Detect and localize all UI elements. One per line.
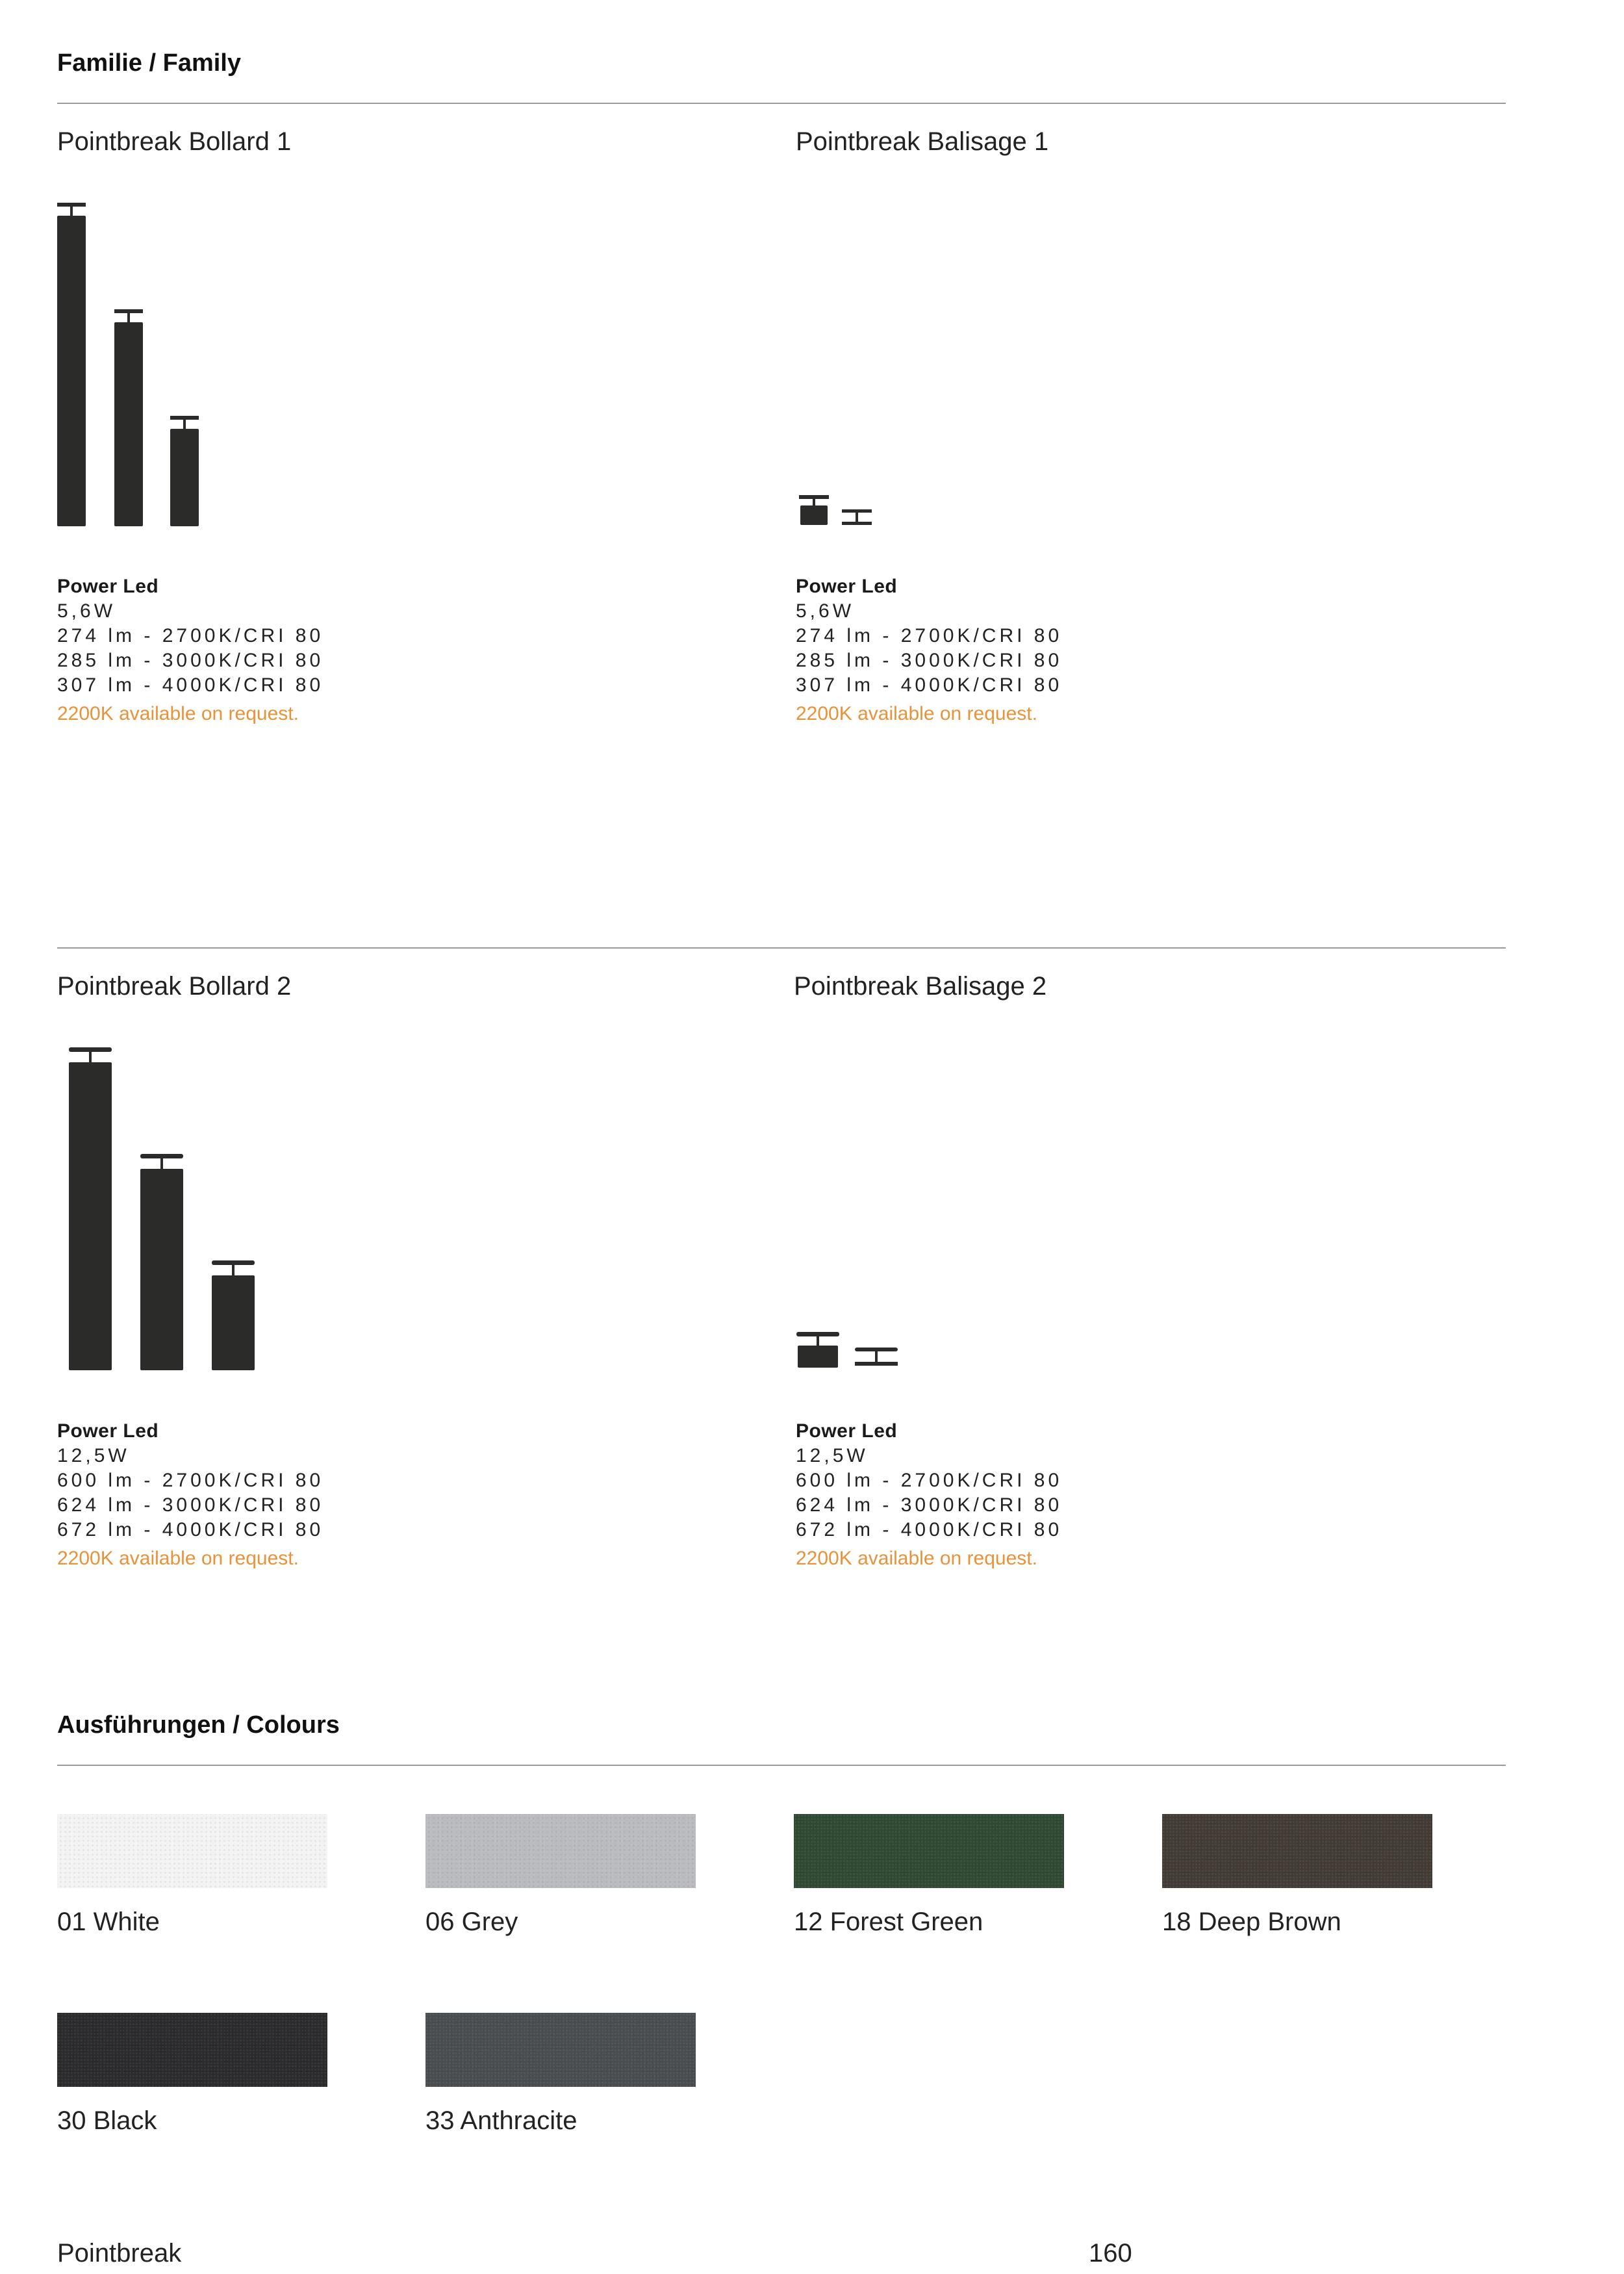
- spec-title: Power Led: [796, 1420, 898, 1442]
- spec-title: Power Led: [796, 576, 898, 597]
- spec-lumen-4000k: 307 lm - 4000K/CRI 80: [796, 674, 1063, 696]
- spec-lumen-2700k: 274 lm - 2700K/CRI 80: [57, 625, 324, 646]
- colour-label-grey: 06 Grey: [425, 1908, 518, 1936]
- spec-lumen-3000k: 285 lm - 3000K/CRI 80: [57, 650, 324, 671]
- spec-block-bollard-1: [57, 574, 324, 726]
- divider: [57, 103, 1506, 104]
- spec-lumen-4000k: 307 lm - 4000K/CRI 80: [57, 674, 324, 696]
- colour-label-black: 30 Black: [57, 2106, 157, 2135]
- colour-label-deep-brown: 18 Deep Brown: [1162, 1908, 1341, 1936]
- spec-wattage: 5,6W: [57, 600, 116, 622]
- spec-lumen-2700k: 600 lm - 2700K/CRI 80: [796, 1470, 1063, 1491]
- bollard-1-product-image: [57, 203, 213, 525]
- divider: [57, 1765, 1506, 1766]
- divider: [57, 947, 1506, 949]
- spec-title: Power Led: [57, 576, 159, 597]
- colour-swatch-anthracite: [425, 2013, 696, 2087]
- colours-heading: Ausführungen / Colours: [57, 1711, 340, 1739]
- spec-lumen-4000k: 672 lm - 4000K/CRI 80: [57, 1519, 324, 1540]
- bollard-2-product-image: [68, 1047, 262, 1372]
- colour-swatch-black: [57, 2013, 327, 2087]
- colour-label-forest-green: 12 Forest Green: [794, 1908, 983, 1936]
- spec-wattage: 12,5W: [57, 1445, 130, 1466]
- spec-block-bollard-2: [57, 1419, 324, 1571]
- colour-swatch-grey: [425, 1814, 696, 1888]
- spec-title: Power Led: [57, 1420, 159, 1442]
- spec-lumen-3000k: 285 lm - 3000K/CRI 80: [796, 650, 1063, 671]
- spec-lumen-2700k: 600 lm - 2700K/CRI 80: [57, 1470, 324, 1491]
- page-number: 160: [1089, 2239, 1132, 2268]
- spec-lumen-4000k: 672 lm - 4000K/CRI 80: [796, 1519, 1063, 1540]
- product-title-bollard-1: Pointbreak Bollard 1: [57, 127, 292, 156]
- balisage-2-product-image: [796, 1332, 900, 1372]
- colour-label-white: 01 White: [57, 1908, 160, 1936]
- product-title-balisage-1: Pointbreak Balisage 1: [796, 127, 1049, 156]
- spec-note: 2200K available on request.: [796, 1548, 1037, 1569]
- spec-lumen-3000k: 624 lm - 3000K/CRI 80: [796, 1494, 1063, 1516]
- spec-block-balisage-2: [796, 1419, 1062, 1571]
- colour-swatch-forest-green: [794, 1814, 1064, 1888]
- product-title-bollard-2: Pointbreak Bollard 2: [57, 972, 292, 1001]
- spec-lumen-3000k: 624 lm - 3000K/CRI 80: [57, 1494, 324, 1516]
- spec-note: 2200K available on request.: [57, 703, 299, 724]
- colour-swatch-deep-brown: [1162, 1814, 1432, 1888]
- balisage-1-product-image: [799, 495, 877, 528]
- spec-note: 2200K available on request.: [796, 703, 1037, 724]
- spec-lumen-2700k: 274 lm - 2700K/CRI 80: [796, 625, 1063, 646]
- spec-wattage: 5,6W: [796, 600, 855, 622]
- footer-series-name: Pointbreak: [57, 2239, 182, 2268]
- colour-label-anthracite: 33 Anthracite: [425, 2106, 577, 2135]
- product-title-balisage-2: Pointbreak Balisage 2: [794, 972, 1047, 1001]
- colour-swatch-white: [57, 1814, 327, 1888]
- spec-wattage: 12,5W: [796, 1445, 869, 1466]
- spec-block-balisage-1: [796, 574, 1062, 726]
- spec-note: 2200K available on request.: [57, 1548, 299, 1569]
- family-heading: Familie / Family: [57, 49, 241, 77]
